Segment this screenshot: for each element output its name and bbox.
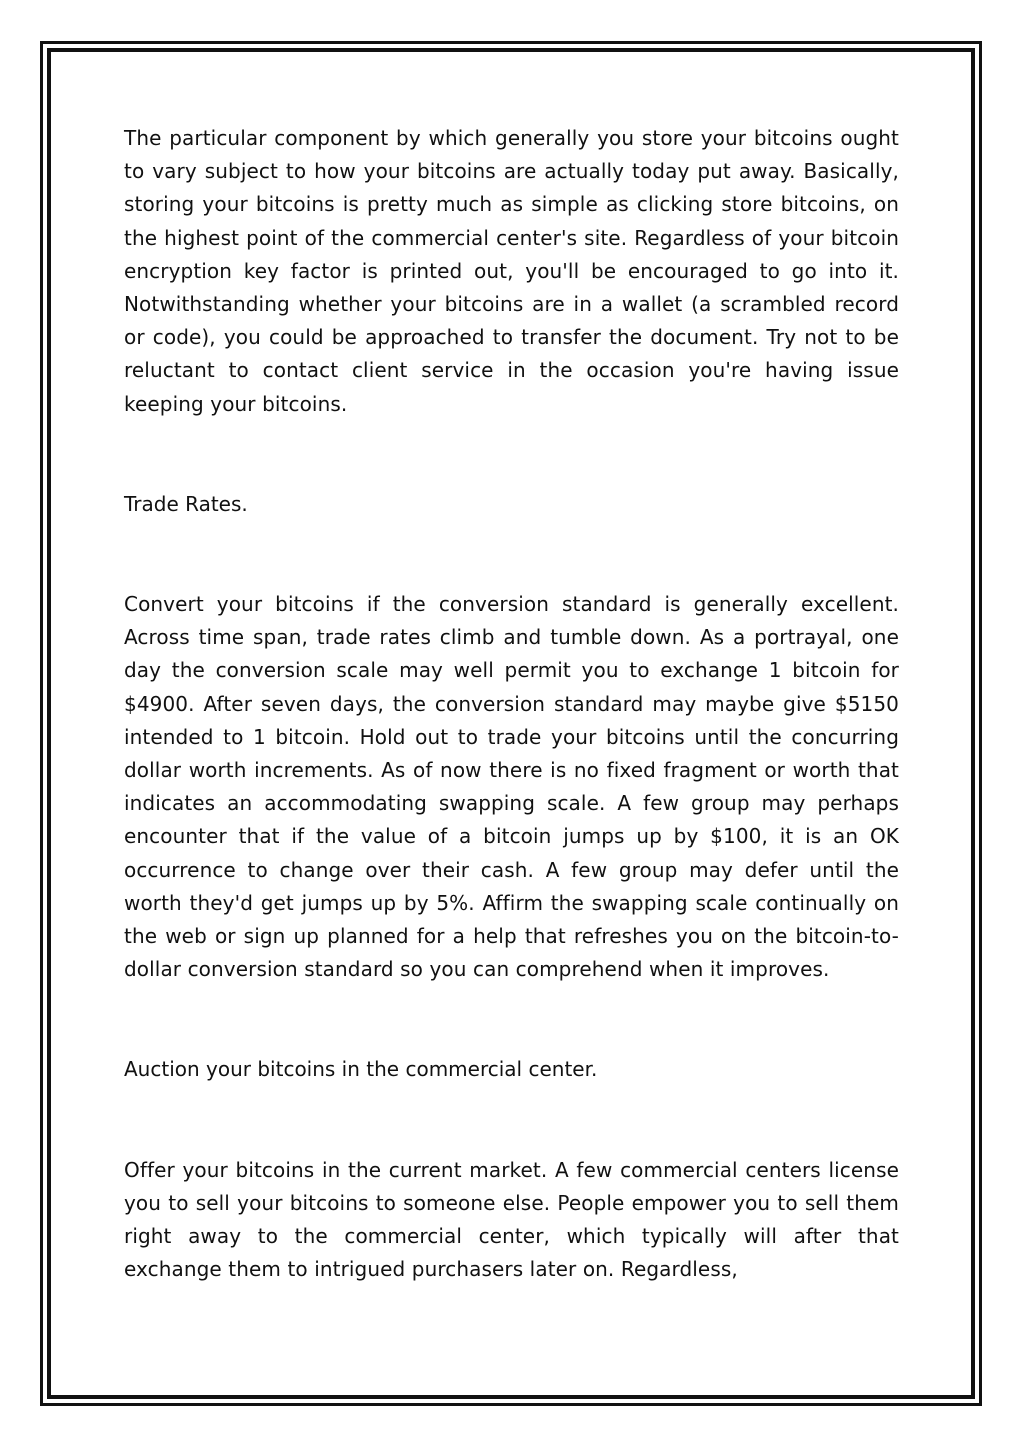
spacer — [124, 986, 899, 1053]
paragraph-offer-bitcoins: Offer your bitcoins in the current market. A few commercial centers license you to sell your bitcoins to someone else. People empower you to sell them right away to the commercial center, which typically will after that exchange them to intrigued purchasers later on. Regardless, — [124, 1157, 899, 1282]
heading-auction-bitcoins: Auction your bitcoins in the commercial center. — [124, 1057, 598, 1082]
spacer — [124, 1087, 899, 1154]
spacer — [124, 521, 899, 588]
paragraph-storing-bitcoins: The particular component by which generally you store your bitcoins ought to vary subject to how your bitcoins are actually today put away. Basically, storing your bitcoins is pretty much as simple as clicking store bitcoins, on the highest point of the commercial center's site. Regardless of your bitcoin encryption key factor is printed out, you'll be encouraged to go into it. Notwithstanding whether your bitcoins are in a wallet (a scrambled record or code), you could be approached to transfer the document. Try not to be reluctant to contact client service in the occasion you're having issue keeping your bitcoins. — [124, 126, 899, 416]
heading-trade-rates: Trade Rates. — [124, 491, 248, 516]
paragraph-convert-bitcoins: Convert your bitcoins if the conversion standard is generally excellent. Across time span, trade rates climb and tumble down. As a portrayal, one day the conversion scale may well permit you to exchange 1 bitcoin for $4900. After seven days, the conversion standard may maybe give $5150 intended to 1 bitcoin. Hold out to trade your bitcoins until the concurring dollar worth increments. As of now there is no fixed fragment or worth that indicates an accommodating swapping scale. A few group may perhaps encounter that if the value of a bitcoin jumps up by $100, it is an OK occurrence to change over their cash. A few group may defer until the worth they'd get jumps up by 5%. Affirm the swapping scale continually on the web or sign up planned for a help that refreshes you on the bitcoin-to-dollar conversion standard so you can comprehend when it improves. — [124, 592, 899, 982]
document-body — [124, 122, 899, 1286]
spacer — [124, 421, 899, 488]
